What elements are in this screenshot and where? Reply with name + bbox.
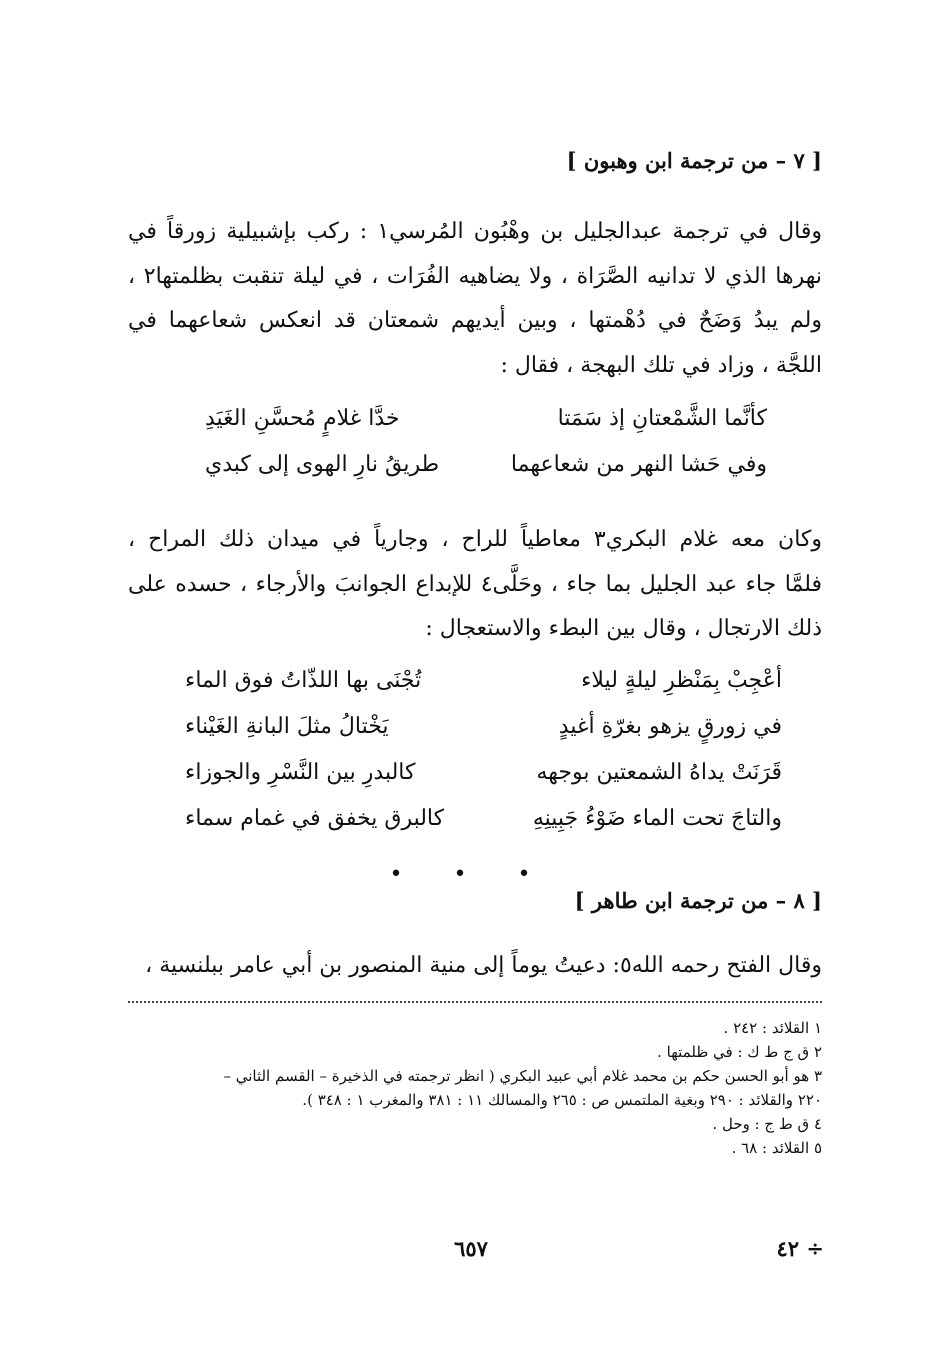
section-7-paragraph [128,210,822,388]
footnotes [128,1016,822,1160]
paragraph-line: نهرها الذي لا تدانيه الصَّرَاة ، ولا يضاهيه الفُرَات ، في ليلة تنقبت بظلمتها٢ ، [128,263,823,289]
paragraph-line: وكان معه غلام البكري٣ معاطياً للراح ، وجارياً في ميدان ذلك المراح ، [128,527,823,552]
footnote [128,1040,822,1064]
signature-mark: ٤٢ ÷ [776,1236,824,1261]
footnote-number: ١ [813,1019,822,1037]
verse-second-hemistich: كالبدرِ بين النَّسْرِ والجوزاء [185,760,416,785]
paragraph-line: فلمَّا جاء عبد الجليل بما جاء ، وحَلَّى٤ للإبداع الجوانبَ والأرجاء ، حسده على [128,571,822,597]
footnote [128,1112,822,1136]
verse-second-hemistich: طريقُ نارِ الهوى إلى كبدي [205,452,440,477]
verse-first-hemistich: في زورقٍ يزهو بغرّةِ أغيدٍ [558,714,782,739]
verse-first-hemistich: أعْجِبْ بِمَنْظرِ ليلةٍ ليلاء [581,668,782,693]
paragraph-line: وقال في ترجمة عبدالجليل بن وهْبُون المُرسي١ : ركب بإشبيلية زورقاً في [128,219,822,244]
footnote-divider [128,1001,822,1003]
verse-line [185,806,782,852]
section-8-paragraph [128,944,822,989]
verse-line [205,452,767,498]
footnote-text: القلائد : ٦٨ . [731,1139,810,1157]
verse-second-hemistich: يَخْتالُ مثلَ البانةِ الغَيْناء [185,714,389,739]
footnote-text: القلائد : ٢٤٢ . [723,1019,810,1037]
verse-first-hemistich: قَرَنَتْ يداهُ الشمعتين بوجهه [536,760,782,785]
poem-1 [205,406,767,498]
footnote-text: ق ج ط ك : في ظلمتها . [657,1043,810,1061]
section-heading-8: [ ٨ – من ترجمة ابن طاهر ] [574,888,822,913]
section-separator: • • • [389,862,553,887]
verse-first-hemistich: والتاجَ تحت الماء ضَوْءُ جَبِينِهِ [532,806,782,831]
footnote-number: ٥ [813,1139,822,1157]
footnote [128,1016,822,1040]
paragraph-line: وقال الفتح رحمه الله٥: دعيتُ يوماً إلى منية المنصور بن أبي عامر ببلنسية ، [145,953,822,978]
footnote-number: ٤ [813,1115,822,1133]
verse-second-hemistich: كالبرق يخفق في غمام سماء [185,806,445,831]
footnote-text: هو أبو الحسن حكم بن محمد غلام أبي عبيد البكري ( انظر ترجمته في الذخيرة – القسم الثاني – [223,1067,810,1085]
verse-first-hemistich: وفي حَشا النهر من شعاعهما [510,452,767,477]
verse-line [205,406,767,452]
verse-second-hemistich: خدَّا غلامٍ مُحسَّنِ الغَيَدِ [205,406,400,431]
verse-second-hemistich: تُجْنَى بها اللذّاتُ فوق الماء [185,668,422,693]
section-heading-7: [ ٧ – من ترجمة ابن وهبون ] [566,148,822,173]
footnote-continuation: ٢٢٠ والقلائد : ٢٩٠ وبغية الملتمس ص : ٢٦٥ والمسالك ١١ : ٣٨١ والمغرب ١ : ٣٤٨ ). [302,1091,822,1109]
paragraph-line: اللجَّة ، وزاد في تلك البهجة ، فقال : [500,352,822,378]
page-number: ٦٥٧ [454,1236,488,1261]
poem-2 [185,668,782,852]
verse-line [185,668,782,714]
footnote-number: ٣ [813,1067,822,1085]
footnote-number: ٢ [813,1043,822,1061]
verse-line [185,760,782,806]
verse-first-hemistich: كأنَّما الشَّمْعتانِ إذ سَمَتا [557,406,767,431]
paragraph-line: ذلك الارتجال ، وقال بين البطء والاستعجال : [425,616,822,641]
paragraph-line: ولم يبدُ وَضَحٌ في دُهْمتها ، وبين أيديهم شمعتان قد انعكس شعاعهما في [128,308,822,333]
footnote-text: ق ط ج : وحل . [712,1115,810,1133]
verse-line [185,714,782,760]
footnote [128,1064,822,1088]
footnote [128,1136,822,1160]
section-7-paragraph-2 [128,518,822,652]
